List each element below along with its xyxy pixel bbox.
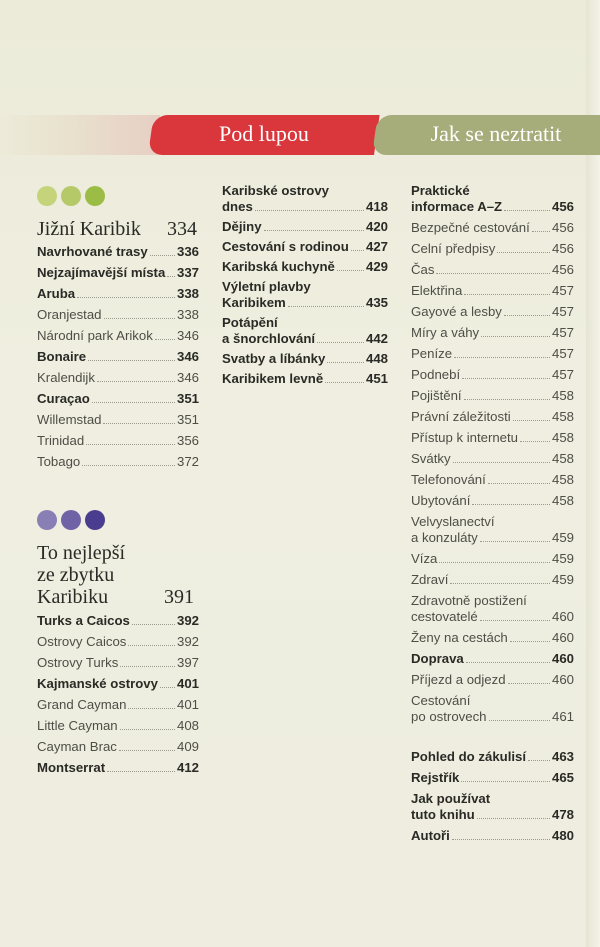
toc-entry-label: Aruba	[37, 286, 76, 301]
dot-leader	[103, 423, 175, 424]
toc-entry-page: 460	[551, 651, 574, 666]
dot-leader	[255, 210, 364, 211]
toc-entry-label: Dějiny	[222, 219, 262, 234]
toc-list-col2	[222, 183, 388, 391]
dot-leader	[327, 362, 364, 363]
toc-entry-page: 338	[176, 286, 199, 301]
toc-entry	[222, 239, 388, 255]
toc-entry-label: Svátky	[411, 451, 451, 466]
toc-entry-label: Svatby a líbánky	[222, 351, 326, 366]
toc-entry-page: 412	[176, 760, 199, 775]
toc-entry	[37, 370, 199, 386]
toc-entry-label: Tobago	[37, 454, 81, 469]
toc-entry	[411, 367, 574, 383]
dot-leader	[480, 541, 550, 542]
toc-entry	[411, 451, 574, 467]
toc-entry-page: 457	[551, 304, 574, 319]
toc-entry-page: 459	[551, 572, 574, 587]
dot-leader	[104, 318, 175, 319]
section-tabs	[0, 115, 600, 155]
toc-entry-line: Zdravotně postižení	[411, 593, 527, 608]
toc-entry	[37, 286, 199, 302]
toc-entry-label: Gayové a lesby	[411, 304, 502, 319]
section-page: 334	[167, 218, 197, 240]
toc-entry-page: 392	[176, 634, 199, 649]
dot-leader	[480, 620, 550, 621]
toc-entry	[411, 430, 574, 446]
dot-leader	[82, 465, 175, 466]
toc-entry	[411, 572, 574, 588]
section-dots-purple	[37, 510, 105, 530]
toc-entry-page: 346	[176, 349, 199, 364]
toc-list-section2	[37, 613, 199, 781]
toc-entry-label: Bezpečné cestování	[411, 220, 530, 235]
toc-entry-line: Praktické	[411, 183, 470, 198]
toc-entry-label: Podnebí	[411, 367, 461, 382]
toc-entry-page: 459	[551, 530, 574, 545]
dot-leader	[120, 666, 175, 667]
section-dots-green	[37, 186, 105, 206]
dot-leader	[167, 276, 175, 277]
toc-entry-page: 457	[551, 367, 574, 382]
toc-entry	[411, 651, 574, 667]
toc-entry	[37, 412, 199, 428]
dot-leader	[528, 760, 550, 761]
toc-entry	[411, 630, 574, 646]
dot-leader	[454, 357, 550, 358]
toc-entry-page: 460	[551, 609, 574, 624]
dot-leader	[119, 750, 175, 751]
toc-entry-page: 429	[365, 259, 388, 274]
toc-entry-label: Little Cayman	[37, 718, 118, 733]
toc-entry-page: 401	[176, 676, 199, 691]
toc-entry	[37, 244, 199, 260]
toc-entry	[37, 433, 199, 449]
toc-entry-label: Telefonování	[411, 472, 486, 487]
toc-entry-page: 408	[176, 718, 199, 733]
toc-entry	[411, 304, 574, 320]
toc-entry-page: 397	[176, 655, 199, 670]
toc-entry-label: Příjezd a odjezd	[411, 672, 506, 687]
toc-entry-label: a konzuláty	[411, 530, 478, 545]
toc-entry-page: 409	[176, 739, 199, 754]
toc-entry-page: 351	[176, 412, 199, 427]
toc-entry-label: Rejstřík	[411, 770, 460, 785]
toc-entry-page: 465	[551, 770, 574, 785]
dot-leader	[510, 641, 550, 642]
toc-entry-label: Ubytování	[411, 493, 471, 508]
toc-entry-label: Trinidad	[37, 433, 85, 448]
toc-entry-label: Kajmanské ostrovy	[37, 676, 158, 691]
toc-entry	[37, 718, 199, 734]
dot-leader	[77, 297, 175, 298]
toc-entry-page: 456	[551, 199, 574, 214]
dot-leader	[150, 255, 175, 256]
dot-leader	[504, 210, 550, 211]
toc-entry-page: 336	[176, 244, 199, 259]
toc-list-section1	[37, 244, 199, 475]
toc-entry-line: Jak používat	[411, 791, 491, 806]
toc-entry-label: Celní předpisy	[411, 241, 496, 256]
section-title-line: To nejlepší	[37, 542, 126, 564]
toc-entry	[411, 183, 574, 215]
toc-entry	[37, 634, 199, 650]
toc-entry	[411, 472, 574, 488]
toc-entry-page: 461	[551, 709, 574, 724]
tab-label: Jak se neztratit	[430, 121, 562, 146]
toc-entry-page: 346	[176, 370, 199, 385]
dot-leader	[128, 708, 175, 709]
toc-entry	[411, 593, 574, 625]
toc-entry-page: 459	[551, 551, 574, 566]
dot-icon	[37, 186, 57, 206]
dot-leader	[337, 270, 364, 271]
dot-icon	[61, 186, 81, 206]
toc-entry	[37, 697, 199, 713]
toc-entry	[37, 307, 199, 323]
section-title-line: ze zbytku	[37, 564, 115, 586]
toc-entry	[222, 351, 388, 367]
section-title-to-nejlepsi	[37, 542, 194, 608]
dot-leader	[462, 378, 550, 379]
dot-leader	[155, 339, 175, 340]
dot-leader	[86, 444, 175, 445]
toc-entry-page: 372	[176, 454, 199, 469]
toc-entry-page: 460	[551, 672, 574, 687]
toc-entry-label: Karibikem	[222, 295, 286, 310]
toc-entry-label: Právní záležitosti	[411, 409, 511, 424]
toc-entry-label: Peníze	[411, 346, 453, 361]
toc-list-col3-extra	[411, 749, 574, 849]
dot-icon	[37, 510, 57, 530]
dot-leader	[92, 402, 175, 403]
toc-entry-label: Národní park Arikok	[37, 328, 153, 343]
dot-leader	[477, 818, 550, 819]
toc-entry-page: 478	[551, 807, 574, 822]
toc-entry-page: 392	[176, 613, 199, 628]
toc-entry-page: 346	[176, 328, 199, 343]
toc-entry-label: Cayman Brac	[37, 739, 117, 754]
section-title-text: Jižní Karibik	[37, 218, 141, 240]
toc-entry-page: 442	[365, 331, 388, 346]
toc-entry-label: po ostrovech	[411, 709, 487, 724]
dot-leader	[132, 624, 175, 625]
toc-entry-page: 456	[551, 241, 574, 256]
section-title-jizni-karibik	[37, 218, 197, 240]
toc-entry-label: dnes	[222, 199, 253, 214]
toc-entry-label: Navrhované trasy	[37, 244, 148, 259]
toc-entry	[411, 283, 574, 299]
toc-entry-label: cestovatelé	[411, 609, 478, 624]
toc-entry-label: Karibikem levně	[222, 371, 324, 386]
toc-entry-label: Pohled do zákulisí	[411, 749, 527, 764]
toc-entry	[411, 770, 574, 786]
dot-leader	[488, 483, 550, 484]
toc-entry-label: tuto knihu	[411, 807, 475, 822]
dot-leader	[464, 294, 550, 295]
toc-entry-page: 356	[176, 433, 199, 448]
toc-entry-line: Potápění	[222, 315, 278, 330]
dot-leader	[351, 250, 364, 251]
toc-entry-page: 420	[365, 219, 388, 234]
toc-entry	[411, 672, 574, 688]
toc-entry-page: 458	[551, 451, 574, 466]
dot-leader	[88, 360, 175, 361]
toc-entry-label: Čas	[411, 262, 435, 277]
dot-leader	[497, 252, 550, 253]
toc-entry-page: 427	[365, 239, 388, 254]
toc-entry	[37, 265, 199, 281]
dot-leader	[472, 504, 550, 505]
toc-entry	[222, 219, 388, 235]
dot-leader	[464, 399, 550, 400]
dot-leader	[107, 771, 175, 772]
toc-entry-page: 456	[551, 262, 574, 277]
toc-entry-label: Bonaire	[37, 349, 87, 364]
dot-leader	[508, 683, 550, 684]
toc-entry-label: Nejzajímavější místa	[37, 265, 166, 280]
toc-entry	[411, 791, 574, 823]
toc-entry-label: Přístup k internetu	[411, 430, 519, 445]
toc-entry-label: Elektřina	[411, 283, 463, 298]
toc-entry-label: Montserrat	[37, 760, 106, 775]
dot-leader	[450, 583, 550, 584]
toc-entry-page: 480	[551, 828, 574, 843]
toc-entry	[411, 220, 574, 236]
dot-leader	[288, 306, 364, 307]
toc-entry	[222, 371, 388, 387]
toc-entry-label: Ostrovy Caicos	[37, 634, 127, 649]
dot-leader	[461, 781, 550, 782]
toc-entry	[411, 514, 574, 546]
dot-leader	[466, 662, 550, 663]
toc-entry-label: a šnorchlování	[222, 331, 316, 346]
dot-leader	[439, 562, 550, 563]
toc-entry-page: 401	[176, 697, 199, 712]
toc-entry	[411, 493, 574, 509]
dot-leader	[481, 336, 550, 337]
toc-entry	[37, 328, 199, 344]
toc-entry-page: 456	[551, 220, 574, 235]
toc-entry-page: 458	[551, 493, 574, 508]
toc-entry-label: Autoři	[411, 828, 450, 843]
dot-leader	[489, 720, 550, 721]
toc-entry-label: Willemstad	[37, 412, 102, 427]
toc-entry-line: Cestování	[411, 693, 471, 708]
toc-entry-page: 463	[551, 749, 574, 764]
toc-entry	[37, 613, 199, 629]
toc-entry	[411, 828, 574, 844]
toc-entry-line: Karibské ostrovy	[222, 183, 330, 198]
toc-entry	[411, 749, 574, 765]
toc-entry-page: 460	[551, 630, 574, 645]
dot-leader	[264, 230, 364, 231]
toc-entry	[411, 693, 574, 725]
toc-entry-label: Oranjestad	[37, 307, 102, 322]
tab-jak-se-neztratit	[372, 115, 600, 155]
toc-entry-label: Grand Cayman	[37, 697, 127, 712]
toc-entry	[411, 388, 574, 404]
toc-entry-page: 458	[551, 472, 574, 487]
section-title-line: Karibiku	[37, 586, 109, 608]
dot-leader	[128, 645, 175, 646]
toc-entry	[37, 760, 199, 776]
dot-icon	[61, 510, 81, 530]
toc-entry	[222, 259, 388, 275]
section-page: 391	[164, 586, 194, 608]
dot-leader	[504, 315, 550, 316]
toc-entry-label: Kralendijk	[37, 370, 95, 385]
dot-icon	[85, 186, 105, 206]
tab-fade	[0, 115, 160, 155]
toc-list-col3	[411, 183, 574, 730]
toc-entry	[37, 454, 199, 470]
dot-icon	[85, 510, 105, 530]
toc-entry-label: Pojištění	[411, 388, 462, 403]
toc-entry-label: Míry a váhy	[411, 325, 480, 340]
toc-entry	[411, 325, 574, 341]
toc-entry-page: 458	[551, 430, 574, 445]
dot-leader	[317, 342, 364, 343]
toc-entry-page: 351	[176, 391, 199, 406]
toc-entry	[37, 739, 199, 755]
toc-entry	[411, 346, 574, 362]
toc-entry-label: Doprava	[411, 651, 464, 666]
tab-label: Pod lupou	[219, 121, 309, 146]
tab-pod-lupou	[148, 115, 380, 155]
toc-entry-page: 338	[176, 307, 199, 322]
dot-leader	[513, 420, 550, 421]
toc-entry	[37, 676, 199, 692]
dot-leader	[520, 441, 550, 442]
toc-entry	[222, 315, 388, 347]
toc-entry-page: 448	[365, 351, 388, 366]
dot-leader	[532, 231, 550, 232]
toc-entry	[37, 391, 199, 407]
dot-leader	[453, 462, 550, 463]
toc-entry	[411, 551, 574, 567]
dot-leader	[436, 273, 550, 274]
dot-leader	[452, 839, 550, 840]
toc-entry	[37, 655, 199, 671]
toc-entry	[411, 241, 574, 257]
toc-entry-page: 458	[551, 388, 574, 403]
toc-entry	[37, 349, 199, 365]
toc-entry-page: 451	[365, 371, 388, 386]
toc-entry	[411, 262, 574, 278]
toc-entry-line: Velvyslanectví	[411, 514, 495, 529]
toc-entry-page: 457	[551, 346, 574, 361]
dot-leader	[120, 729, 175, 730]
toc-entry-page: 435	[365, 295, 388, 310]
toc-entry-page: 418	[365, 199, 388, 214]
toc-entry-page: 457	[551, 283, 574, 298]
dot-leader	[325, 382, 364, 383]
toc-entry	[222, 183, 388, 215]
toc-entry-line: Výletní plavby	[222, 279, 311, 294]
toc-entry	[411, 409, 574, 425]
toc-entry-label: Cestování s rodinou	[222, 239, 349, 254]
toc-entry-label: Ženy na cestách	[411, 630, 508, 645]
toc-entry-page: 337	[176, 265, 199, 280]
toc-entry-label: Turks a Caicos	[37, 613, 130, 628]
toc-entry-label: Zdraví	[411, 572, 449, 587]
toc-entry-label: Ostrovy Turks	[37, 655, 119, 670]
toc-entry-page: 457	[551, 325, 574, 340]
toc-entry-label: Curaçao	[37, 391, 90, 406]
dot-leader	[160, 687, 175, 688]
toc-entry	[222, 279, 388, 311]
toc-entry-page: 458	[551, 409, 574, 424]
dot-leader	[97, 381, 175, 382]
toc-entry-label: Víza	[411, 551, 438, 566]
toc-entry-label: informace A–Z	[411, 199, 503, 214]
toc-entry-label: Karibská kuchyně	[222, 259, 335, 274]
